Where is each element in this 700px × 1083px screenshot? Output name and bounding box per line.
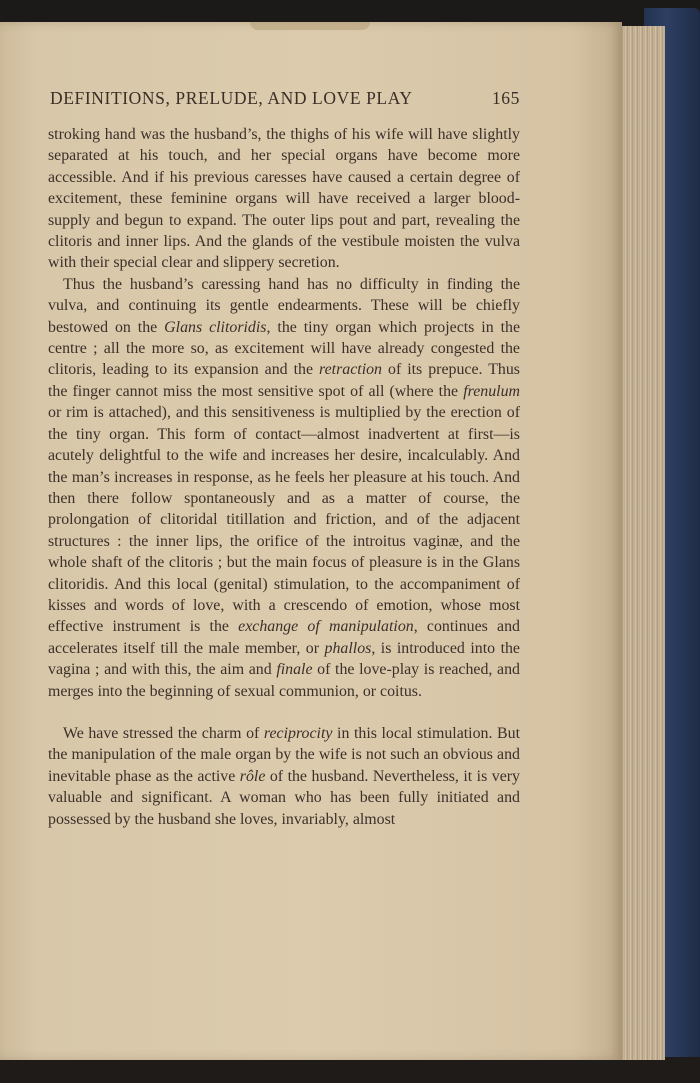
- page-stain: [250, 22, 370, 30]
- text-run: of the husband. Nevertheless, it is very valuable and significant. A woman who has been fully initiated and possessed by the husband she loves, invariably, almost: [48, 767, 520, 828]
- italic-term: retraction: [319, 361, 382, 379]
- italic-term: Glans clitoridis: [164, 318, 267, 336]
- italic-term: reciprocity: [263, 724, 333, 742]
- paragraph-3: [48, 723, 520, 830]
- page-number: 165: [491, 88, 520, 108]
- text-run: , is introduced into the vagina ; and with this, the aim and: [48, 639, 520, 679]
- text-run: stroking hand was the husband’s, the thighs of his wife will have slightly separated at his touch, and her special organs have become more accessible. And if his previous caresses have caused a certain degree of excitement, these feminine organs will have received a larger blood-supply and begun to expand. The outer lips pout and part, revealing the clitoris and inner lips. And the glands of the vestibule moisten the vulva with their special clear and slippery secretion.: [48, 126, 520, 272]
- running-head-title: DEFINITIONS, PRELUDE, AND LOVE PLAY: [50, 88, 413, 108]
- italic-term: exchange of manipulation: [238, 618, 414, 636]
- text-run: of the love-play is reached, and merges into the beginning of sexual communion, or coitus.: [48, 661, 520, 700]
- italic-term: phallos: [324, 639, 372, 657]
- text-run: , the tiny organ which projects in the centre ; all the more so, as excitement will have already congested the clitoris, leading to its expansion and the: [48, 318, 521, 379]
- book-cover-bottom: [0, 1057, 700, 1083]
- running-head: [50, 88, 520, 109]
- body-text: [48, 124, 520, 830]
- text-run: We have stressed the charm of: [63, 724, 264, 742]
- text-run: in this local stimulation. But the manipulation of the male organ by the wife is not such an obvious and inevitable phase as the active: [48, 724, 520, 785]
- text-run: Thus the husband’s caressing hand has no difficulty in finding the vulva, and continuing its gentle endearments. These will be chiefly bestowed on the: [48, 275, 520, 336]
- paragraph-2: [48, 274, 520, 702]
- text-run: , continues and accelerates itself till the male member, or: [48, 618, 521, 657]
- text-run: or rim is attached), and this sensitiveness is multiplied by the erection of the tiny organ. This form of contact—almost inadvertent at first—is acutely delightful to the wife and increases her desire, incalculably. And the man’s increases in response, as he feels her pleasure at his touch. And then there follow spontaneously and as a matter of course, the prolongation of clitoridal titillation and friction, and of the adjacent structures : the inner lips, the orifice of the introitus vaginæ, and the whole shaft of the clitoris ; but the main focus of pleasure is in the Glans clitoridis. And this local (genital) stimulation, to the accompaniment of kisses and words of love, with a crescendo of emotion, whose most effective instrument is the: [48, 404, 520, 636]
- italic-term: frenulum: [463, 382, 520, 400]
- page-edges: [618, 26, 665, 1060]
- paragraph-1: [48, 124, 520, 274]
- italic-term: finale: [276, 661, 313, 679]
- italic-term: rôle: [239, 767, 266, 785]
- text-run: of its prepuce. Thus the finger cannot miss the most sensitive spot of all (where the: [48, 361, 520, 400]
